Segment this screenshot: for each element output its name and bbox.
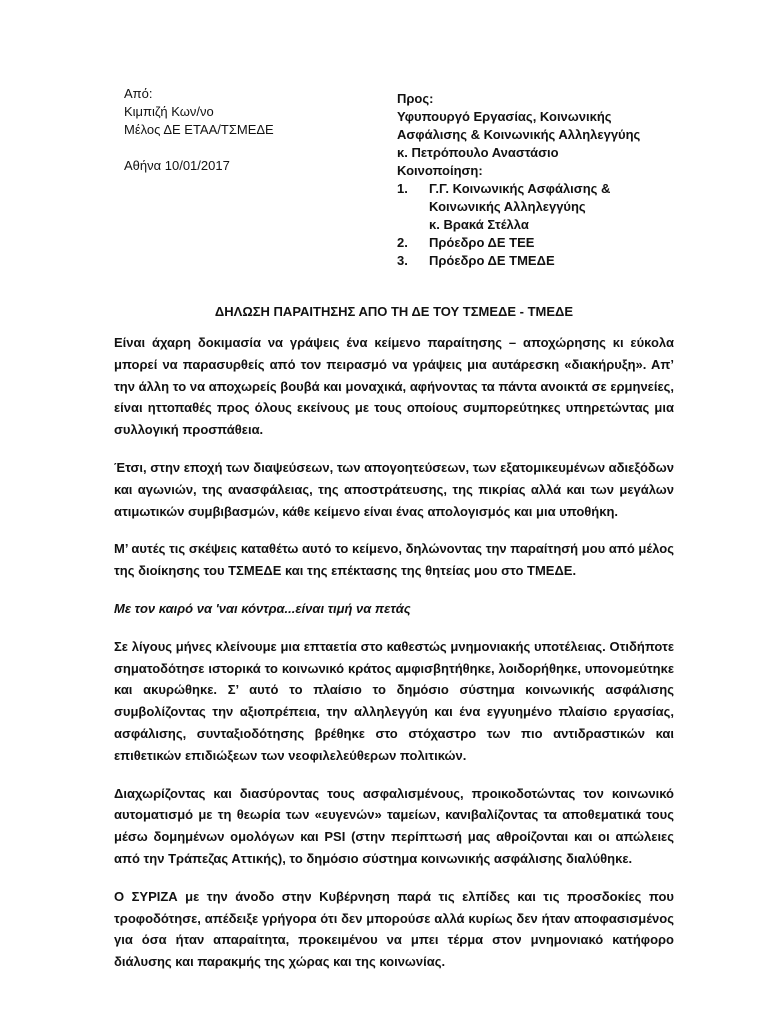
- cc-item-line: Πρόεδρο ΔΕ ΤΕΕ: [429, 235, 535, 250]
- body-paragraph: Σε λίγους μήνες κλείνουμε μια επταετία στο καθεστώς μνημονιακής υποτέλειας. Οτιδήποτε σηματοδότησε ιστορικά το κοινωνικό κράτος αμφισβητήθηκε, λοιδορήθηκε, υπονομεύτηκε και ακυρώθηκε. Σ’ αυτό το πλαίσιο το δημόσιο σύστημα κοινωνικής ασφάλισης συμβολίζοντας την αξιοπρέπεια, την αλληλεγγύη και ένα εγγυημένο πλαίσιο εργασίας, ασφάλισης, συνταξιοδότησης βρέθηκε στο στόχαστρο των πιο αντιδραστικών και επιθετικών επιδιώξεων των νεοφιλελεύθερων πολιτικών.: [114, 638, 674, 763]
- sender-block: [124, 85, 364, 175]
- recipient-line: Υφυπουργό Εργασίας, Κοινωνικής: [397, 109, 612, 124]
- document-title: ΔΗΛΩΣΗ ΠΑΡΑΙΤΗΣΗΣ ΑΠΟ ΤΗ ΔΕ ΤΟΥ ΤΣΜΕΔΕ - ΤΜΕΔΕ: [214, 304, 574, 319]
- cc-item-line: Κοινωνικής Αλληλεγγύης: [429, 199, 586, 214]
- cc-item: [397, 252, 677, 270]
- recipient-label: Προς:: [397, 91, 434, 106]
- recipient-line: Ασφάλισης & Κοινωνικής Αλληλεγγύης: [397, 127, 641, 142]
- body-paragraph: Διαχωρίζοντας και διασύροντας τους ασφαλισμένους, προικοδοτώντας τον κοινωνικό αυτοματισμό με τη θεωρία των «ευγενών» ταμείων, κανιβαλίζοντας τα αποθεματικά τους μέσω δομημένων ομολόγων και PSI (στην περίπτωσή μας αθροίζονται και οι απώλειες από την Τράπεζας Αττικής), το δημόσιο σύστημα κοινωνικής ασφάλισης διαλύθηκε.: [114, 785, 674, 866]
- body-paragraph: Είναι άχαρη δοκιμασία να γράψεις ένα κείμενο παραίτησης – αποχώρησης κι εύκολα μπορεί να παρασυρθείς από τον πειρασμό να γράψεις μια αυτάρεσκη «διακήρυξη». Απ’ την άλλη το να αποχωρείς βουβά και μοναχικά, αφήνοντας τα πάντα ανοικτά σε ερμηνείες, είναι ηττοπαθές προς όλους εκείνους με τους οποίους συμπορεύτηκες υπηρετώντας μια συλλογική προσπάθεια.: [114, 335, 674, 438]
- sender-name: Κιμπιζή Κων/νο: [124, 104, 214, 119]
- body-paragraph: Μ’ αυτές τις σκέψεις καταθέτω αυτό το κείμενο, δηλώνοντας την παραίτησή μου από μέλος της διοίκησης του ΤΣΜΕΔΕ και της επέκτασης της θητείας μου στο ΤΜΕΔΕ.: [114, 541, 674, 579]
- cc-item-number: 3.: [397, 253, 408, 268]
- cc-item-line: Πρόεδρο ΔΕ ΤΜΕΔΕ: [429, 253, 555, 268]
- body-paragraph: Έτσι, στην εποχή των διαψεύσεων, των απογοητεύσεων, των εξατομικευμένων αδιεξόδων και αγωνιών, της ανασφάλειας, της αποστράτευσης, της πικρίας αλλά και των μεγάλων ατιμωτικών συμβιβασμών, κάθε κείμενο είναι ένας απολογισμός και μια υποθήκη.: [114, 459, 674, 519]
- document-body: [114, 332, 674, 989]
- section-heading: Με τον καιρό να 'ναι κόντρα...είναι τιμή να πετάς: [114, 600, 411, 616]
- body-paragraph: Ο ΣΥΡΙΖΑ με την άνοδο στην Κυβέρνηση παρά τις ελπίδες και τις προσδοκίες που τροφοδότησε, απέδειξε γρήγορα ότι δεν μπορούσε αλλά κυρίως δεν ήταν αποφασισμένος για όσα ήταν απαραίτητα, προκειμένου να μπει τέρμα στον μνημονιακό κατήφορο διάλυσης και παρακμής της χώρας και της κοινωνίας.: [114, 888, 674, 970]
- cc-item-line: κ. Βρακά Στέλλα: [429, 217, 529, 232]
- cc-item-number: 2.: [397, 235, 408, 250]
- cc-item: [397, 180, 677, 234]
- cc-label: Κοινοποίηση:: [397, 163, 483, 178]
- cc-list: [397, 180, 677, 270]
- document-date: Αθήνα 10/01/2017: [124, 158, 230, 173]
- cc-item-line: Γ.Γ. Κοινωνικής Ασφάλισης &: [429, 181, 611, 196]
- cc-item-number: 1.: [397, 181, 408, 196]
- recipient-block: [397, 90, 677, 270]
- sender-label: Από:: [124, 86, 153, 101]
- cc-item: [397, 234, 677, 252]
- sender-role: Μέλος ΔΕ ΕΤΑΑ/ΤΣΜΕΔΕ: [124, 122, 274, 137]
- recipient-line: κ. Πετρόπουλο Αναστάσιο: [397, 145, 559, 160]
